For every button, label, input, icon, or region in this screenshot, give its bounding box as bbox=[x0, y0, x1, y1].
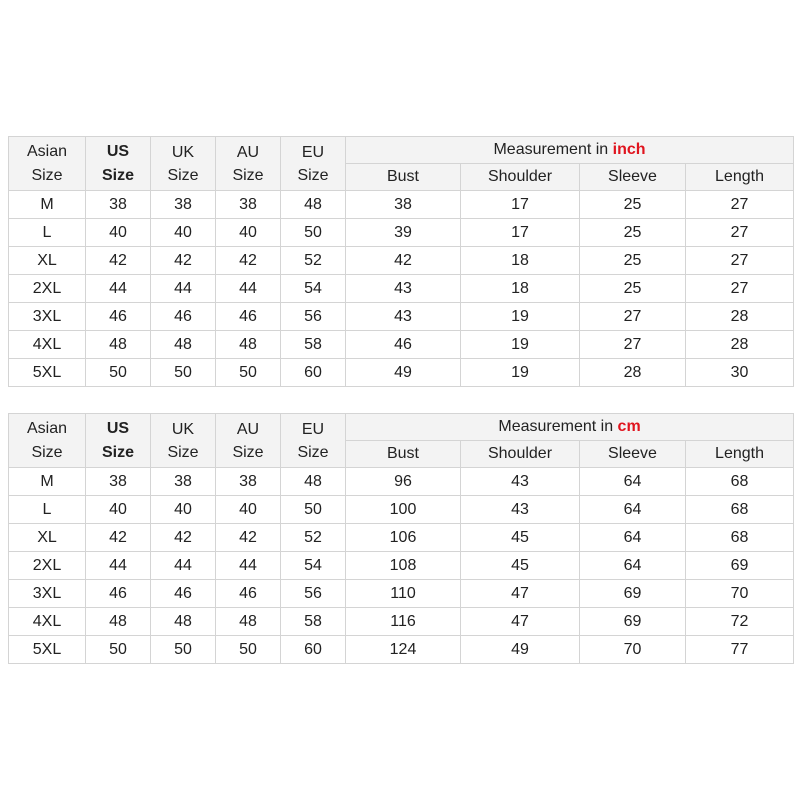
eu-cell: 56 bbox=[281, 580, 346, 608]
bust-cell: 39 bbox=[346, 219, 461, 247]
table-row bbox=[9, 580, 794, 608]
sleeve-cell: 64 bbox=[580, 468, 686, 496]
uk-cell: 50 bbox=[151, 359, 216, 387]
shoulder-cell: 45 bbox=[461, 552, 580, 580]
eu-cell: 50 bbox=[281, 219, 346, 247]
table-row bbox=[9, 247, 794, 275]
us-cell: 38 bbox=[86, 468, 151, 496]
bust-header: Bust bbox=[346, 164, 461, 191]
length-cell: 72 bbox=[686, 608, 794, 636]
us-cell: 44 bbox=[86, 552, 151, 580]
us-cell: 40 bbox=[86, 496, 151, 524]
length-header: Length bbox=[686, 441, 794, 468]
sleeve-header: Sleeve bbox=[580, 164, 686, 191]
asian-cell: XL bbox=[9, 247, 86, 275]
eu-cell: 58 bbox=[281, 608, 346, 636]
length-cell: 27 bbox=[686, 219, 794, 247]
shoulder-cell: 43 bbox=[461, 496, 580, 524]
bust-cell: 43 bbox=[346, 275, 461, 303]
uk-cell: 42 bbox=[151, 247, 216, 275]
table-row bbox=[9, 552, 794, 580]
shoulder-cell: 45 bbox=[461, 524, 580, 552]
shoulder-cell: 19 bbox=[461, 331, 580, 359]
shoulder-cell: 47 bbox=[461, 608, 580, 636]
us-cell: 50 bbox=[86, 636, 151, 664]
shoulder-cell: 47 bbox=[461, 580, 580, 608]
us-cell: 38 bbox=[86, 191, 151, 219]
au-size-header: AU Size bbox=[216, 137, 281, 191]
sleeve-cell: 64 bbox=[580, 496, 686, 524]
uk-cell: 40 bbox=[151, 496, 216, 524]
uk-size-header: UK Size bbox=[151, 414, 216, 468]
asian-cell: M bbox=[9, 468, 86, 496]
length-cell: 70 bbox=[686, 580, 794, 608]
au-cell: 44 bbox=[216, 552, 281, 580]
asian-cell: 5XL bbox=[9, 636, 86, 664]
asian-cell: XL bbox=[9, 524, 86, 552]
table-row bbox=[9, 275, 794, 303]
au-cell: 48 bbox=[216, 608, 281, 636]
us-cell: 44 bbox=[86, 275, 151, 303]
shoulder-cell: 49 bbox=[461, 636, 580, 664]
shoulder-cell: 18 bbox=[461, 275, 580, 303]
table-row bbox=[9, 608, 794, 636]
us-cell: 46 bbox=[86, 580, 151, 608]
au-cell: 44 bbox=[216, 275, 281, 303]
bust-cell: 96 bbox=[346, 468, 461, 496]
bust-cell: 110 bbox=[346, 580, 461, 608]
length-cell: 68 bbox=[686, 496, 794, 524]
bust-cell: 46 bbox=[346, 331, 461, 359]
asian-cell: L bbox=[9, 496, 86, 524]
eu-cell: 60 bbox=[281, 359, 346, 387]
bust-cell: 43 bbox=[346, 303, 461, 331]
us-cell: 40 bbox=[86, 219, 151, 247]
size-chart-inch bbox=[8, 136, 794, 387]
length-cell: 68 bbox=[686, 468, 794, 496]
shoulder-cell: 17 bbox=[461, 191, 580, 219]
au-cell: 38 bbox=[216, 468, 281, 496]
au-cell: 46 bbox=[216, 303, 281, 331]
asian-cell: 5XL bbox=[9, 359, 86, 387]
shoulder-cell: 19 bbox=[461, 303, 580, 331]
sleeve-cell: 69 bbox=[580, 580, 686, 608]
unit-label: inch bbox=[612, 141, 646, 158]
asian-size-header: Asian Size bbox=[9, 414, 86, 468]
bust-cell: 42 bbox=[346, 247, 461, 275]
sleeve-cell: 69 bbox=[580, 608, 686, 636]
table-row bbox=[9, 524, 794, 552]
us-cell: 42 bbox=[86, 247, 151, 275]
uk-cell: 38 bbox=[151, 191, 216, 219]
asian-cell: 2XL bbox=[9, 275, 86, 303]
asian-cell: M bbox=[9, 191, 86, 219]
sleeve-cell: 27 bbox=[580, 303, 686, 331]
au-cell: 50 bbox=[216, 359, 281, 387]
asian-cell: 4XL bbox=[9, 331, 86, 359]
bust-cell: 106 bbox=[346, 524, 461, 552]
measurement-header: Measurement in inch bbox=[346, 137, 794, 164]
bust-header: Bust bbox=[346, 441, 461, 468]
table-row bbox=[9, 359, 794, 387]
eu-cell: 52 bbox=[281, 247, 346, 275]
eu-cell: 48 bbox=[281, 468, 346, 496]
size-chart-cm bbox=[8, 413, 794, 664]
us-size-header: US Size bbox=[86, 414, 151, 468]
table-row bbox=[9, 191, 794, 219]
uk-cell: 48 bbox=[151, 331, 216, 359]
sleeve-header: Sleeve bbox=[580, 441, 686, 468]
length-cell: 27 bbox=[686, 247, 794, 275]
au-cell: 42 bbox=[216, 524, 281, 552]
length-cell: 30 bbox=[686, 359, 794, 387]
au-cell: 40 bbox=[216, 496, 281, 524]
uk-size-header: UK Size bbox=[151, 137, 216, 191]
table-row bbox=[9, 496, 794, 524]
au-cell: 42 bbox=[216, 247, 281, 275]
length-cell: 77 bbox=[686, 636, 794, 664]
us-cell: 46 bbox=[86, 303, 151, 331]
uk-cell: 50 bbox=[151, 636, 216, 664]
eu-cell: 60 bbox=[281, 636, 346, 664]
sleeve-cell: 25 bbox=[580, 275, 686, 303]
uk-cell: 42 bbox=[151, 524, 216, 552]
bust-cell: 116 bbox=[346, 608, 461, 636]
length-cell: 69 bbox=[686, 552, 794, 580]
table-row bbox=[9, 303, 794, 331]
au-size-header: AU Size bbox=[216, 414, 281, 468]
sleeve-cell: 25 bbox=[580, 219, 686, 247]
us-cell: 48 bbox=[86, 608, 151, 636]
asian-cell: 3XL bbox=[9, 580, 86, 608]
bust-cell: 49 bbox=[346, 359, 461, 387]
eu-cell: 54 bbox=[281, 275, 346, 303]
au-cell: 48 bbox=[216, 331, 281, 359]
length-cell: 27 bbox=[686, 275, 794, 303]
table-row bbox=[9, 468, 794, 496]
shoulder-cell: 19 bbox=[461, 359, 580, 387]
au-cell: 46 bbox=[216, 580, 281, 608]
bust-cell: 38 bbox=[346, 191, 461, 219]
eu-cell: 54 bbox=[281, 552, 346, 580]
us-cell: 42 bbox=[86, 524, 151, 552]
shoulder-cell: 18 bbox=[461, 247, 580, 275]
unit-label: cm bbox=[617, 418, 641, 435]
au-cell: 40 bbox=[216, 219, 281, 247]
shoulder-header: Shoulder bbox=[461, 441, 580, 468]
bust-cell: 100 bbox=[346, 496, 461, 524]
sleeve-cell: 27 bbox=[580, 331, 686, 359]
sleeve-cell: 64 bbox=[580, 524, 686, 552]
sleeve-cell: 70 bbox=[580, 636, 686, 664]
table-row bbox=[9, 331, 794, 359]
us-cell: 48 bbox=[86, 331, 151, 359]
bust-cell: 108 bbox=[346, 552, 461, 580]
asian-cell: 2XL bbox=[9, 552, 86, 580]
table-row bbox=[9, 636, 794, 664]
shoulder-header: Shoulder bbox=[461, 164, 580, 191]
uk-cell: 44 bbox=[151, 275, 216, 303]
measurement-header: Measurement in cm bbox=[346, 414, 794, 441]
eu-cell: 52 bbox=[281, 524, 346, 552]
uk-cell: 38 bbox=[151, 468, 216, 496]
au-cell: 50 bbox=[216, 636, 281, 664]
asian-cell: 3XL bbox=[9, 303, 86, 331]
eu-cell: 58 bbox=[281, 331, 346, 359]
shoulder-cell: 43 bbox=[461, 468, 580, 496]
length-header: Length bbox=[686, 164, 794, 191]
eu-size-header: EU Size bbox=[281, 137, 346, 191]
eu-cell: 56 bbox=[281, 303, 346, 331]
sleeve-cell: 64 bbox=[580, 552, 686, 580]
sleeve-cell: 28 bbox=[580, 359, 686, 387]
shoulder-cell: 17 bbox=[461, 219, 580, 247]
length-cell: 28 bbox=[686, 331, 794, 359]
us-size-header: US Size bbox=[86, 137, 151, 191]
asian-cell: 4XL bbox=[9, 608, 86, 636]
bust-cell: 124 bbox=[346, 636, 461, 664]
eu-cell: 50 bbox=[281, 496, 346, 524]
asian-cell: L bbox=[9, 219, 86, 247]
length-cell: 68 bbox=[686, 524, 794, 552]
uk-cell: 48 bbox=[151, 608, 216, 636]
sleeve-cell: 25 bbox=[580, 191, 686, 219]
au-cell: 38 bbox=[216, 191, 281, 219]
us-cell: 50 bbox=[86, 359, 151, 387]
eu-size-header: EU Size bbox=[281, 414, 346, 468]
uk-cell: 44 bbox=[151, 552, 216, 580]
length-cell: 27 bbox=[686, 191, 794, 219]
sleeve-cell: 25 bbox=[580, 247, 686, 275]
uk-cell: 46 bbox=[151, 580, 216, 608]
asian-size-header: Asian Size bbox=[9, 137, 86, 191]
table-row bbox=[9, 219, 794, 247]
eu-cell: 48 bbox=[281, 191, 346, 219]
uk-cell: 46 bbox=[151, 303, 216, 331]
length-cell: 28 bbox=[686, 303, 794, 331]
uk-cell: 40 bbox=[151, 219, 216, 247]
